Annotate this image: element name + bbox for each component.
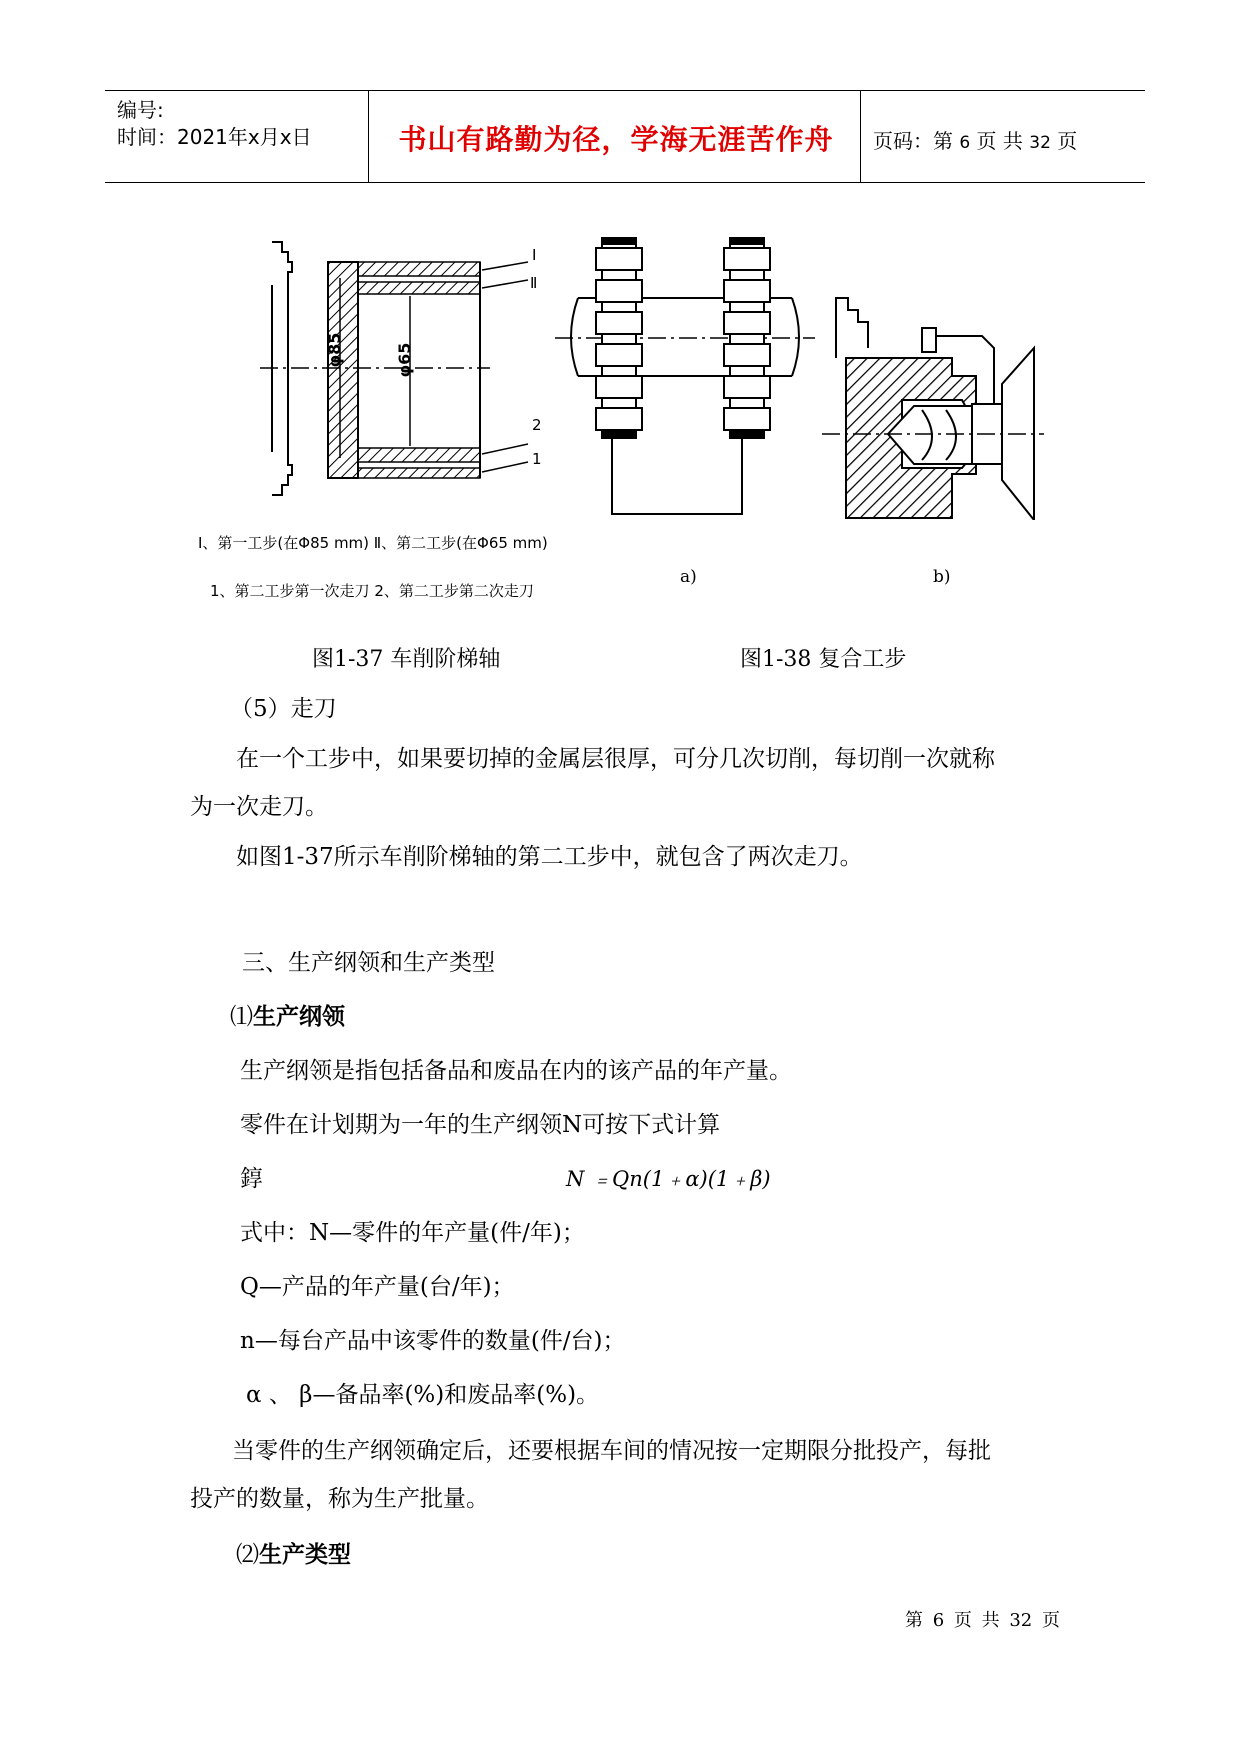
subsection-1-number: ⑴ <box>230 1004 253 1030</box>
page-mid: 页 共 <box>976 129 1023 153</box>
header-motto: 书山有路勤为径，学海无涯苦作舟 <box>398 123 834 156</box>
para5-line1: 当零件的生产纲领确定后，还要根据车间的情况按一定期限分批投产，每批 <box>232 1438 991 1464</box>
figure-1-37-legend-line2: 1、第二工步第一次走刀 2、第二工步第二次走刀 <box>210 582 534 600</box>
subsection-2-heading <box>236 1540 351 1570</box>
para4: 零件在计划期为一年的生产纲领N可按下式计算 <box>240 1112 721 1138</box>
para2: 如图1-37所示车削阶梯轴的第二工步中，就包含了两次走刀。 <box>236 844 863 870</box>
subsection-2-number: ⑵ <box>236 1542 259 1568</box>
formula: N ﹦Qn(1﹢α)(1﹢β) <box>566 1167 771 1191</box>
figure-1-38a-label: a) <box>680 567 697 587</box>
mark-2: 2 <box>532 416 542 434</box>
dim-phi85: φ85 <box>325 332 344 368</box>
figure-1-37-stepped-shaft-drawing <box>260 230 560 510</box>
page-footer: 第 6 页 共 32 页 <box>905 1610 1060 1631</box>
section-5-title: （5）走刀 <box>230 696 337 722</box>
para3: 生产纲领是指包括备品和废品在内的该产品的年产量。 <box>240 1058 792 1084</box>
header-divider-right <box>860 90 861 183</box>
subsection-1-heading <box>230 1002 345 1032</box>
definition-Q: Q—产品的年产量(台/年)； <box>240 1274 515 1300</box>
mark-II: Ⅱ <box>530 274 538 292</box>
definition-alpha-beta: α 、 β—备品率(%)和废品率(%)。 <box>246 1382 600 1408</box>
mark-I: I <box>532 246 537 264</box>
section-3-title: 三、生产纲领和生产类型 <box>242 950 495 976</box>
para1-line1: 在一个工步中，如果要切掉的金属层很厚，可分几次切削，每切削一次就称 <box>236 746 995 772</box>
page-current: 6 <box>959 133 971 153</box>
document-time: 时间：2021年x月x日 <box>117 125 312 149</box>
para1-line2: 为一次走刀。 <box>190 794 328 820</box>
definition-n: n—每台产品中该零件的数量(件/台)； <box>240 1328 626 1354</box>
header-divider-left <box>368 90 369 183</box>
header-top-rule <box>105 90 1145 91</box>
subsection-1-title: 生产纲领 <box>253 1004 345 1030</box>
mark-1: 1 <box>532 450 542 468</box>
page-prefix: 页码：第 <box>873 129 953 153</box>
figure-1-38b-drilling-drawing <box>822 288 1044 520</box>
dim-phi65: φ65 <box>395 342 414 378</box>
header-page-info <box>873 125 1077 154</box>
header-bottom-rule <box>105 182 1145 183</box>
figure-1-37-caption: 图1-37 车削阶梯轴 <box>312 647 501 672</box>
para5-line2: 投产的数量，称为生产批量。 <box>190 1486 489 1512</box>
formula-prefix: 錞 <box>240 1166 263 1192</box>
subsection-2-title: 生产类型 <box>259 1542 351 1568</box>
figure-1-38a-gear-shaft-drawing <box>550 236 820 526</box>
figure-1-37-legend-line1: Ⅰ、第一工步(在Φ85 mm) Ⅱ、第二工步(在Φ65 mm) <box>198 534 548 552</box>
definition-N: 式中：N—零件的年产量(件/年)； <box>240 1220 585 1246</box>
figure-1-38-caption: 图1-38 复合工步 <box>740 647 907 672</box>
document-code-label: 编号: <box>117 98 164 122</box>
page-suffix: 页 <box>1057 129 1078 153</box>
figure-1-38b-label: b) <box>933 567 951 587</box>
page-total: 32 <box>1029 133 1051 153</box>
